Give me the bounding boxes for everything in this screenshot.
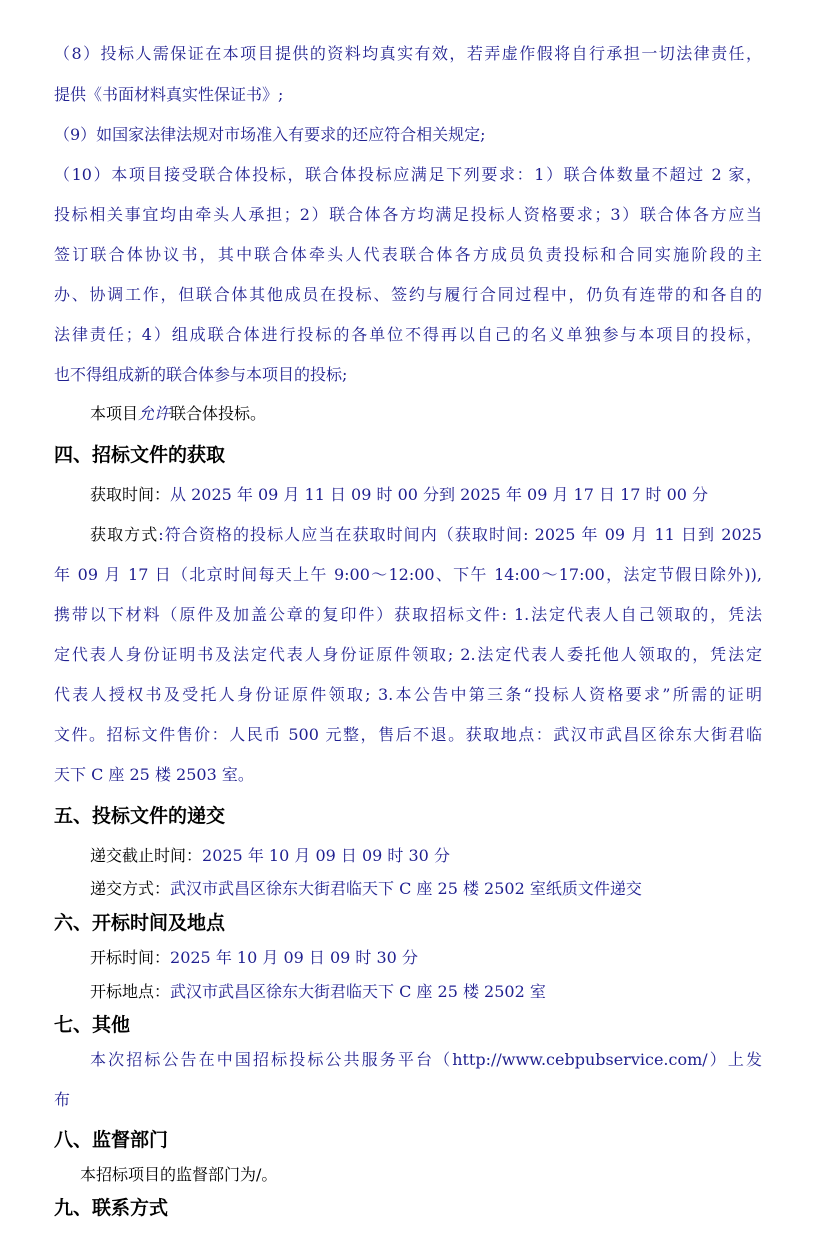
consortium-note-suffix: 联合体投标。 [170,404,267,423]
section-8-heading: 八、监督部门 [54,1129,169,1151]
section-4-method-line-7: 天下 C 座 25 楼 2503 室。 [54,765,254,784]
req-10-line-5: 法律责任；4）组成联合体进行投标的各单位不得再以自己的名义单独参与本项目的投标， [54,325,762,344]
section-4-method-line-1 [90,525,762,545]
section-5-method [90,879,642,899]
section-6-place-label: 开标地点： [90,982,171,1001]
req-8-line-1: （8）投标人需保证在本项目提供的资料均真实有效，若弄虚作假将自行承担一切法律责任， [54,44,762,63]
section-5-method-label: 递交方式： [90,879,171,898]
consortium-note-value: 允许 [138,404,171,423]
req-10-line-4: 办、协调工作，但联合体其他成员在投标、签约与履行合同过程中，仍负有连带的和各自的 [54,285,762,304]
section-6-time [90,948,418,968]
section-4-time-label: 获取时间： [90,485,171,504]
section-5-deadline-value: 2025 年 10 月 09 日 09 时 30 分 [202,846,450,865]
section-6-heading: 六、开标时间及地点 [54,912,226,934]
section-4-method-line-4: 定代表人身份证明书及法定代表人身份证原件领取; 2.法定代表人委托他人领取的，凭法定 [54,645,762,664]
section-4-method-text: :符合资格的投标人应当在获取时间内（获取时间: 2025 年 09 月 11 日到 2025 [158,525,762,544]
section-4-method-label: 获取方式 [90,525,159,544]
consortium-note [90,404,266,424]
req-9-line-1: （9）如国家法律法规对市场准入有要求的还应符合相关规定; [54,125,486,144]
section-5-deadline [90,846,450,866]
section-6-place-value: 武汉市武昌区徐东大街君临天下 C 座 25 楼 2502 室 [170,982,546,1001]
section-4-method-line-6: 文件。招标文件售价：人民币 500 元整，售后不退。获取地点：武汉市武昌区徐东大街君临 [54,725,762,744]
req-10-line-3: 签订联合体协议书，其中联合体牵头人代表联合体各方成员负责投标和合同实施阶段的主 [54,245,762,264]
section-7-line-1: 本次招标公告在中国招标投标公共服务平台（http://www.cebpubservice.com/）上发 [90,1050,762,1069]
req-10-line-1: （10）本项目接受联合体投标，联合体投标应满足下列要求：1）联合体数量不超过 2 家， [54,165,762,184]
section-7-heading: 七、其他 [54,1014,131,1036]
section-6-time-label: 开标时间： [90,948,171,967]
section-5-heading: 五、投标文件的递交 [54,805,226,827]
section-4-method-line-5: 代表人授权书及受托人身份证原件领取; 3.本公告中第三条“投标人资格要求”所需的证明 [54,685,762,704]
section-4-heading: 四、招标文件的获取 [54,444,226,466]
section-4-method-line-3: 携带以下材料（原件及加盖公章的复印件）获取招标文件: 1.法定代表人自己领取的，凭法 [54,605,762,624]
section-9-heading: 九、联系方式 [54,1197,169,1219]
section-6-place [90,982,546,1002]
section-5-method-value: 武汉市武昌区徐东大街君临天下 C 座 25 楼 2502 室纸质文件递交 [170,879,642,898]
section-4-method-line-2: 年 09 月 17 日（北京时间每天上午 9:00～12:00、下午 14:00～17:00，法定节假日除外)), [54,565,762,584]
section-4-time-value: 从 2025 年 09 月 11 日 09 时 00 分到 2025 年 09 月 17 日 17 时 00 分 [170,485,709,504]
req-8-line-2: 提供《书面材料真实性保证书》; [54,85,284,104]
section-5-deadline-label: 递交截止时间： [90,846,203,865]
consortium-note-prefix: 本项目 [90,404,139,423]
section-4-time [90,485,708,505]
req-10-line-6: 也不得组成新的联合体参与本项目的投标; [54,365,348,384]
section-7-line-2: 布 [54,1090,71,1109]
section-6-time-value: 2025 年 10 月 09 日 09 时 30 分 [170,948,418,967]
section-8-line-1: 本招标项目的监督部门为/。 [80,1165,278,1184]
req-10-line-2: 投标相关事宜均由牵头人承担；2）联合体各方均满足投标人资格要求；3）联合体各方应当 [54,205,762,224]
